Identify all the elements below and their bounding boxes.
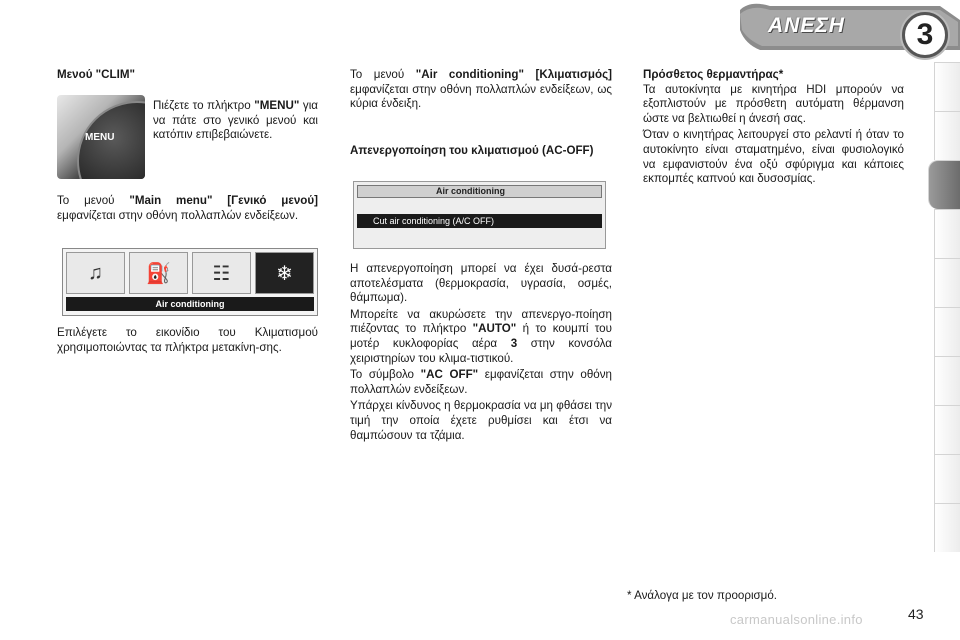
page-number: 43 <box>908 606 924 622</box>
column-clim-menu <box>57 68 318 83</box>
display-ac-header: Air conditioning <box>357 185 602 198</box>
chapter-side-tabs <box>934 62 960 552</box>
display-ac-menu <box>353 181 606 249</box>
paragraph-heater-hdi: Τα αυτοκίνητα με κινητήρα HDI μπορούν να εξοπλιστούν με πρόσθετη αυτόματη θέρμανση ώστε να βελτιωθεί η άνεσή σας. <box>643 82 904 125</box>
display-selection-bar: Air conditioning <box>66 297 314 311</box>
column-clim-step3 <box>57 326 318 357</box>
settings-sliders-icon: ☷ <box>192 252 251 294</box>
side-tab-active[interactable] <box>928 160 960 209</box>
paragraph-select-icon: Επιλέγετε το εικονίδιο του Κλιματισμού χρησιμοποιώντας τα πλήκτρα μετακίνη-σης. <box>57 326 318 354</box>
side-tab[interactable] <box>934 209 960 258</box>
side-tab[interactable] <box>934 307 960 356</box>
column-clim-step2 <box>57 194 318 225</box>
column-ac-off-top <box>350 68 612 158</box>
footnote: * Ανάλογα με τον προορισμό. <box>627 589 778 602</box>
menu-button-label: MENU <box>85 132 115 143</box>
side-tab[interactable] <box>934 111 960 160</box>
paragraph-ac-menu: Το μενού "Air conditioning" [Κλιματισμός] εμφανίζεται στην οθόνη πολλαπλών ενδείξεων, ως κύρια ένδειξη. <box>350 68 612 111</box>
side-tab[interactable] <box>934 503 960 552</box>
section-heading-ac-off: Απενεργοποίηση του κλιματισμού (AC-OFF) <box>350 143 594 157</box>
climate-icon: ❄ <box>255 252 314 294</box>
paragraph-ac-off-warning: Υπάρχει κίνδυνος η θερμοκρασία να μη φθάσει την τιμή την οποία έχετε ρυθμίσει και έτσι να θαμπώσουν τα τζάμια. <box>350 399 612 442</box>
paragraph-press-menu: Πιέζετε το πλήκτρο "MENU" για να πάτε στο γενικό μενού και κατόπιν επιβεβαιώνετε. <box>153 99 318 142</box>
display-main-menu <box>62 248 318 316</box>
chapter-title: ΑΝΕΣΗ <box>768 14 845 37</box>
menu-button-photo <box>57 95 145 179</box>
side-tab[interactable] <box>934 405 960 454</box>
display-ac-off-option: Cut air conditioning (A/C OFF) <box>357 214 602 228</box>
section-heading-heater: Πρόσθετος θερμαντήρας* <box>643 68 784 81</box>
paragraph-main-menu: Το μενού "Main menu" [Γενικό μενού] εμφανίζεται στην οθόνη πολλαπλών ενδείξεων. <box>57 194 318 222</box>
paragraph-heater-idle: Όταν ο κινητήρας λειτουργεί στο ρελαντί ή όταν το αυτοκίνητο είναι σταματημένο, είναι φυσιολογικό να εμφανιστούν ένα οξύ σφύριγμα και κάποιες εκπομπές καπνού και δυσοσμίας. <box>643 128 904 186</box>
paragraph-ac-off-cancel: Μπορείτε να ακυρώσετε την απενεργο-ποίηση πιέζοντας το πλήκτρο "AUTO" ή το κουμπί του μοτέρ κυκλοφορίας αέρα 3 στην κονσόλα χειριστηρίων του κλιμα-τιστικού. <box>350 307 612 365</box>
paragraph-ac-off-effects: Η απενεργοποίηση μπορεί να έχει δυσά-ρεστα αποτελέσματα (θερμοκρασία, υγρασία, οσμές, θάμπωμα). <box>350 262 612 305</box>
column-extra-heater <box>643 68 904 189</box>
audio-icon: ♫ <box>66 252 125 294</box>
side-tab[interactable] <box>934 454 960 503</box>
column-ac-off-body <box>350 262 612 445</box>
fuel-icon: ⛽ <box>129 252 188 294</box>
side-tab[interactable] <box>934 356 960 405</box>
chapter-number-badge: 3 <box>902 12 948 58</box>
column-clim-step1 <box>153 99 318 145</box>
watermark: carmanualsonline.info <box>730 612 863 627</box>
side-tab[interactable] <box>934 62 960 111</box>
paragraph-ac-off-symbol: Το σύμβολο "AC OFF" εμφανίζεται στην οθόνη πολλαπλών ενδείξεων. <box>350 368 612 396</box>
section-heading-clim: Μενού "CLIM" <box>57 68 135 81</box>
side-tab[interactable] <box>934 258 960 307</box>
